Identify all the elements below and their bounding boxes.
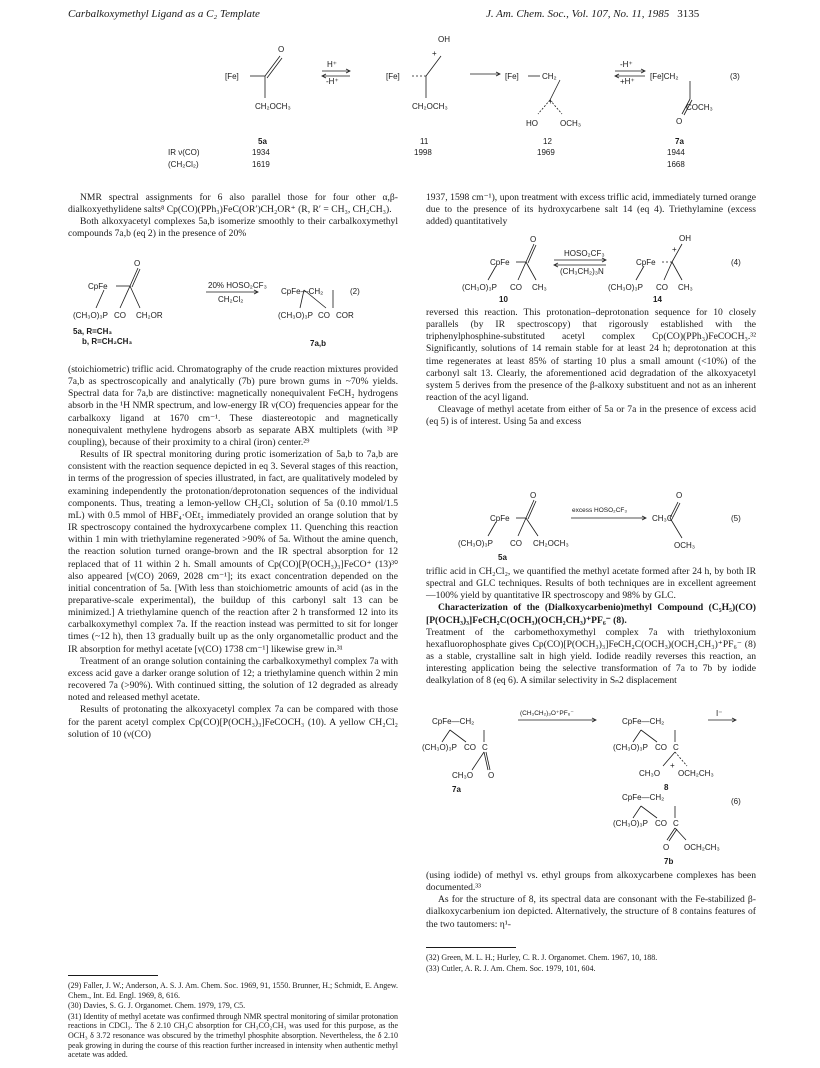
footnotes-right xyxy=(426,953,756,974)
footnote: (29) Faller, J. W.; Anderson, A. S. J. Am. Chem. Soc. 1969, 91, 1550. Brunner, H.; Schmidt, E. Angew. Chem., Int. Ed. Engl. 1969, 8, 616. xyxy=(68,981,398,1000)
co-label: CO xyxy=(510,539,522,548)
footnote: (32) Green, M. L. H.; Hurley, C. R. J. Organomet. Chem. 1967, 10, 188. xyxy=(426,953,658,962)
phosphite-label: (CH₃O)₃P xyxy=(613,743,648,752)
scheme-eq4 xyxy=(426,232,756,304)
page-number: 3135 xyxy=(677,8,700,20)
paragraph: triflic acid in CH₂Cl₂, we quantified the methyl acetate formed after 24 h, by both IR spectral and GLC techniques. Results of both techniques are in excellent agreement—100% yield by quantitative IR spectroscopy and 98% by GLC. xyxy=(426,566,756,602)
reagent-label: excess HOSO₂CF₃ xyxy=(572,507,628,514)
equation-number: (3) xyxy=(730,72,740,81)
co-label: CO xyxy=(655,743,667,752)
fe-ch2-label: [Fe]CH₂ xyxy=(650,72,679,81)
compound-id: 10 xyxy=(499,295,508,304)
paragraph: Both alkoxyacetyl complexes 5a,b isomerize smoothly to their carbalkoxymethyl compounds 7a,b (eq 2) in the presence of 20% xyxy=(68,216,398,240)
paragraph: Results of IR spectral monitoring during protic isomerization of 5a,b to 7a,b are consistent with the reaction sequence depicted in eq 3. Several stages of this reaction, in terms of the progression of species illustrated, in fact, are qualitatively modeled by examining independently the protonation/deprotonation sequences of the individual components. Thus, treating a lemon-yellow CH₂Cl₂ solution of 5a (0.10 mmol/1.5 mL) with 0.5 mmol of HBF₄·OEt₂ immediately provided an orange solution that by IR spectroscopy contained the hydroxycarbene complex 11. Quenching this reaction within 1 min with triethylamine regenerated >90% of 5a. Without the amine quench, the reaction solution turned orange-brown and the IR spectral absorption for 12 replaced that of 11 within 2 h. Small amounts of Cp(CO)[P(OCH₃)₃]FeCO⁺ (13)³⁰ also appeared [ν(CO) 2069, 2028 cm⁻¹]; its exact concentration depended on the initial concentration of 5a. [With less than stoichiometric amounts of acid (as in the preparative-scale experimental), the buildup of this carbonyl salt 13 can be minimized.] A triethylamine quench of the reaction after 2 h transformed 12 into its carbalkoxymethyl complex 7a. If the reaction instead was permitted to sit for longer times (~12 h), then 13 gradually built up as the only organometallic product and the IR absorption for methyl acetate [ν(CO) 1738 cm⁻¹] likewise grew in.³¹ xyxy=(68,449,398,655)
cpfe-ch2-label: CpFe—CH₂ xyxy=(281,287,324,296)
compound-id: 5a xyxy=(498,553,507,562)
section-heading: Characterization of the (Dialkoxycarbenio)methyl Compound (C₅H₅)(CO)[P(OCH₃)₃]FeCH₂C(OCH₃)(OCH₂CH₃)⁺PF₆⁻ (8). xyxy=(426,602,756,626)
ch2och3-label: CH₂OCH₃ xyxy=(533,539,569,548)
scheme-eq2-structures xyxy=(68,258,398,358)
ir-value: 1668 xyxy=(667,160,685,169)
oxygen-label: O xyxy=(530,235,537,244)
co-label: CO xyxy=(318,311,330,320)
compound-id: 7a xyxy=(452,785,461,794)
right-column-body xyxy=(426,307,756,429)
compound-id: 7b xyxy=(664,857,674,866)
compound-id: 8 xyxy=(664,783,669,792)
scheme-eq5 xyxy=(426,484,756,564)
cpfe-label: CpFe xyxy=(490,258,510,267)
ch2och3-label: CH₂OCH₃ xyxy=(412,102,448,111)
paragraph: reversed this reaction. This protonation–deprotonation sequence for 10 closely parallels (by IR spectroscopy) that rigorously established with the triphenylphosphine-substituted acetyl complex Cp(CO)(PPh₃)FeCOCH₃.³² Significantly, solutions of 14 remain stable for at least 24 h; deprotonation at this time regenerates at least 85% of starting 10 plus a small amount (<10%) of the carbonyl salt 13. Clearly, the aforementioned acid degradation of the alkoxyacetyl system 5 derives from the presence of the β-alkoxy substituent and not as an inherent reaction of the acyl ligand. xyxy=(426,307,756,404)
compound-id: 12 xyxy=(543,137,552,146)
cor-label: COR xyxy=(336,311,354,320)
arrow-label: -H⁺ xyxy=(620,60,633,69)
cpfe-ch2-label: CpFe—CH₂ xyxy=(432,717,475,726)
oh-label: OH xyxy=(438,35,450,44)
co-label: CO xyxy=(510,283,522,292)
paragraph: Cleavage of methyl acetate from either of 5a or 7a in the presence of excess acid (eq 5) is of interest. Using 5a and excess xyxy=(426,404,756,428)
left-column-top xyxy=(68,192,398,241)
arrow-label: H⁺ xyxy=(327,60,337,69)
charge-label: + xyxy=(670,761,675,770)
reagent-label: I⁻ xyxy=(716,709,723,718)
carbon-label: C xyxy=(482,743,488,752)
cpfe-ch2-label: CpFe—CH₂ xyxy=(622,793,665,802)
footnote: (33) Cutler, A. R. J. Am. Chem. Soc. 1979, 101, 604. xyxy=(426,963,596,973)
och2ch3-label: OCH₂CH₃ xyxy=(684,843,720,852)
paragraph: NMR spectral assignments for 6 also parallel those for four other α,β-dialkoxyethylidene salts⁸ Cp(CO)(PPh₃)FeC(OR′)CH₂OR⁺ (R, R′ = CH₃, CH₂CH₃). xyxy=(68,192,398,216)
oxygen-label: O xyxy=(663,843,670,852)
ch3-label: CH₃C xyxy=(652,514,673,523)
co-label: CO xyxy=(114,311,126,320)
ir-label: IR ν(CO) xyxy=(168,148,200,157)
och3-label: OCH₃ xyxy=(560,119,582,128)
cpfe-label: CpFe xyxy=(636,258,656,267)
equation-number: (4) xyxy=(731,258,741,267)
compound-id: 11 xyxy=(420,137,429,146)
scheme-eq6 xyxy=(422,708,756,866)
oxygen-label: O xyxy=(530,491,537,500)
oxygen-label: O xyxy=(134,259,141,268)
reagent-label: HOSO₂CF₃ xyxy=(564,249,605,258)
running-head-journal xyxy=(486,8,699,20)
paragraph: (stoichiometric) triflic acid. Chromatography of the crude reaction mixtures provided 7a,b as spectroscopically and analytically (7b) pure brown gums in ~70% yields. Spectral data for 7a,b are distinctive: magnetically nonequivalent FeCH₂ hydrogens absorb in the ¹H NMR spectrum, and low-energy IR ν(CO) frequencies appear for the carbalkoxy ligand at 1670 cm⁻¹. These diastereotopic and magnetically nonequivalent methylene hydrogens absorb as separate ABX multiplets (with ³¹P coupling), because of their proximity to a chiral (iron) center.²⁹ xyxy=(68,364,398,448)
ir-value: 1944 xyxy=(667,148,685,157)
solvent-label: (CH₂Cl₂) xyxy=(168,160,199,169)
right-column-top xyxy=(426,192,756,228)
footnote: (30) Davies, S. G. J. Organomet. Chem. 1979, 179, C5. xyxy=(68,1001,246,1011)
cpfe-label: CpFe xyxy=(490,514,510,523)
right-column-mid xyxy=(426,566,756,688)
scheme-eq3 xyxy=(150,26,770,176)
ch2och3-label: CH₂OCH₃ xyxy=(255,102,291,111)
fe-label: [Fe] xyxy=(505,72,519,81)
phosphite-label: (CH₃O)₃P xyxy=(422,743,457,752)
charge-label: + xyxy=(548,97,553,106)
co-label: CO xyxy=(655,819,667,828)
carbon-label: C xyxy=(673,743,679,752)
compound-legend: b, R=CH₂CH₃ xyxy=(82,337,133,346)
carbon-label: C xyxy=(673,819,679,828)
charge-label: + xyxy=(672,245,677,254)
charge-label: + xyxy=(432,49,437,58)
co-label: CO xyxy=(464,743,476,752)
equation-number: (2) xyxy=(350,287,360,296)
ir-value: 1934 xyxy=(252,148,270,157)
solvent-label: CH₂Cl₂ xyxy=(218,295,244,304)
ch3-label: CH₃ xyxy=(532,283,547,292)
arrow-label: +H⁺ xyxy=(620,77,635,86)
fe-label: [Fe] xyxy=(386,72,400,81)
cpfe-ch2-label: CpFe—CH₂ xyxy=(622,717,665,726)
scheme-eq5-structures xyxy=(426,484,756,564)
scheme-eq6-structures xyxy=(422,708,756,866)
paragraph: Treatment of an orange solution containing the carbalkoxymethyl complex 7a with excess acid gave a darker orange solution of 12; a triethylamine quench within 2 min recovered 7a (>90%). With continued sitting, the solution of 12 degraded as already noted and released methyl acetate. xyxy=(68,655,398,704)
ch3o-label: CH₃O xyxy=(639,769,661,778)
compound-legend: 5a, R=CH₃ xyxy=(73,327,113,336)
phosphite-label: (CH₃O)₃P xyxy=(73,311,108,320)
oxygen-label: O xyxy=(278,45,285,54)
arrow-label: -H⁺ xyxy=(326,77,339,86)
scheme-eq4-structures xyxy=(426,232,756,304)
ir-value: 1619 xyxy=(252,160,270,169)
reagent-label: (CH₃CH₂)₃N xyxy=(560,267,604,276)
footnote: (31) Identity of methyl acetate was confirmed through NMR spectral monitoring of similar protonation reactions in CDCl₃. The δ 2.10 CH₃C absorption for CH₃CO₂CH₃ was used for this purpose, as the OCH₃ δ 3.72 resonance was obscured by the trimethyl phosphite absorption. Nevertheless, the δ 2.10 peak growing in during the course of this reaction further increased in intensity when authentic methyl acetate was added. xyxy=(68,1011,398,1060)
ho-label: HO xyxy=(526,119,538,128)
phosphite-label: (CH₃O)₃P xyxy=(462,283,497,292)
fe-label: [Fe] xyxy=(225,72,239,81)
phosphite-label: (CH₃O)₃P xyxy=(608,283,643,292)
compound-id: 5a xyxy=(258,137,267,146)
ir-value: 1969 xyxy=(537,148,555,157)
right-column-bottom xyxy=(426,870,756,931)
och3-label: CH₃O xyxy=(452,771,474,780)
paragraph: (using iodide) of methyl vs. ethyl groups from alkoxycarbene complexes has been documented.³³ xyxy=(426,870,756,894)
equation-number: (6) xyxy=(731,797,741,806)
scheme-eq3-structures xyxy=(150,26,770,176)
equation-number: (5) xyxy=(731,514,741,523)
paragraph: 1937, 1598 cm⁻¹), upon treatment with excess triflic acid, immediately turned orange due to the presence of its hydroxycarbene salt 14 (eq 4). Triethylamine (excess added) quantitatively xyxy=(426,192,756,228)
scheme-eq2 xyxy=(68,258,398,358)
oxygen-label: O xyxy=(676,491,683,500)
compound-id: 7a,b xyxy=(310,339,327,348)
phosphite-label: (CH₃O)₃P xyxy=(613,819,648,828)
paragraph: As for the structure of 8, its spectral data are consonant with the Fe-stabilized β-dialkoxycarbenium ion depicted. Alternatively, the structure of 8 contains features of the two tautomers: η¹- xyxy=(426,894,756,930)
left-column-body xyxy=(68,364,398,741)
running-head-title: Carbalkoxymethyl Ligand as a C₂ Template xyxy=(68,8,260,20)
ch2-label: CH₂ xyxy=(542,72,557,81)
paragraph: Treatment of the carbomethoxymethyl complex 7a with triethyloxonium hexafluorophosphate gives Cp(CO)[P(OCH₃)₃]FeCH₂C(OCH₃)(OCH₂CH₃)⁺PF₆⁻ (8) as a stable, crystalline salt in high yield. Iodide readily reverses this reaction, an interesting application being the selective transformation of 7a to 7b by iodide dealkylation of 8 (eq 6). A similar selectivity in Sₙ2 displacement xyxy=(426,626,756,687)
reagent-label: (CH₃CH₂)₃O⁺PF₆⁻ xyxy=(520,710,574,717)
compound-id: 7a xyxy=(675,137,684,146)
footnotes-left xyxy=(68,981,398,1061)
oxygen-label: O xyxy=(676,117,683,126)
och2ch3-label: OCH₂CH₃ xyxy=(678,769,714,778)
journal-citation: J. Am. Chem. Soc., Vol. 107, No. 11, 1985 xyxy=(486,8,670,20)
oxygen-label: O xyxy=(488,771,495,780)
compound-id: 14 xyxy=(653,295,662,304)
paragraph: Results of protonating the alkoxyacetyl complex 7a can be compared with those for the parent acetyl complex Cp(CO)[P(OCH₃)₃]FeCOCH₃ (10). A yellow CH₂Cl₂ solution of 10 (ν(CO) xyxy=(68,704,398,740)
reagent-label: 20% HOSO₂CF₃ xyxy=(208,281,267,290)
footnote-rule xyxy=(68,975,158,976)
cpfe-label: CpFe xyxy=(88,282,108,291)
oh-label: OH xyxy=(679,234,691,243)
co-label: CO xyxy=(656,283,668,292)
ir-value: 1998 xyxy=(414,148,432,157)
coch3-label: COCH₃ xyxy=(686,103,713,112)
och3-label: OCH₃ xyxy=(674,541,696,550)
phosphite-label: (CH₃O)₃P xyxy=(278,311,313,320)
footnote-rule xyxy=(426,947,516,948)
ch2or-label: CH₂OR xyxy=(136,311,163,320)
ch3-label: CH₃ xyxy=(678,283,693,292)
phosphite-label: (CH₃O)₃P xyxy=(458,539,493,548)
